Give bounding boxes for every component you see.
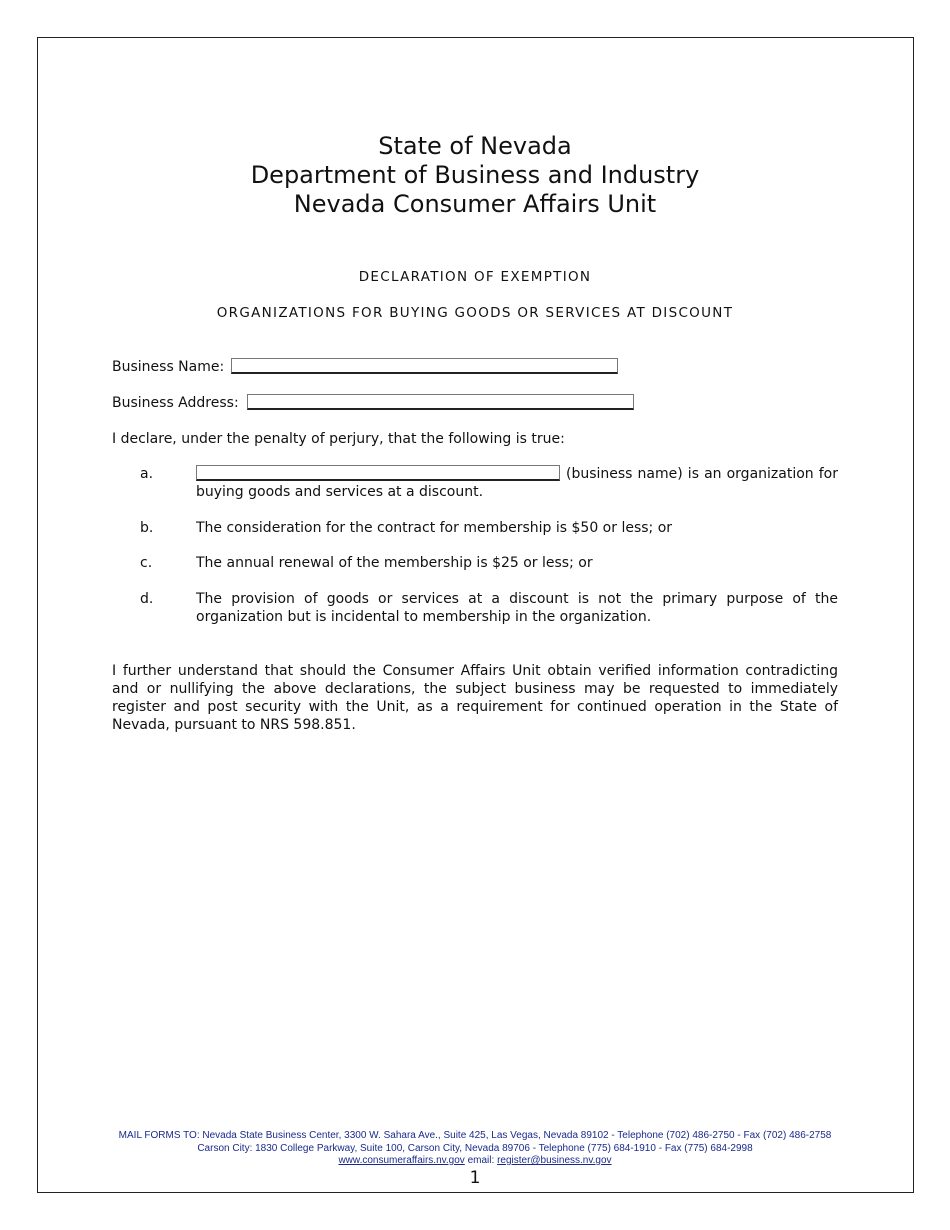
footer [0, 1130, 950, 1168]
item-a-business-name-field[interactable] [196, 465, 560, 481]
item-a-text: (business name) is an organization for [566, 466, 838, 482]
header-state: State of Nevada [378, 132, 572, 160]
footer-links [0, 1155, 950, 1168]
business-name-label: Business Name: [112, 359, 225, 375]
website-link[interactable]: www.consumeraffairs.nv.gov [338, 1155, 465, 1166]
form-title: DECLARATION OF EXEMPTION [358, 269, 592, 285]
footer-carson-line: Carson City: 1830 College Parkway, Suite 100, Carson City, Nevada 89706 - Telephone (775) 684-1910 - Fax (775) 684-2998 [197, 1142, 753, 1154]
header-department: Department of Business and Industry [250, 161, 700, 189]
item-marker: a. [140, 466, 154, 482]
business-address-field[interactable] [247, 394, 634, 410]
declaration-intro: I declare, under the penalty of perjury, that the following is true: [112, 431, 565, 447]
item-c-text: The annual renewal of the membership is $25 or less; or [196, 555, 593, 571]
item-marker: d. [140, 591, 154, 607]
header [0, 132, 950, 219]
item-marker: c. [140, 555, 153, 571]
item-b-text: The consideration for the contract for membership is $50 or less; or [196, 520, 673, 536]
item-d-text: The provision of goods or services at a discount is not the primary purpose of the organization but is incidental to membership in the organization. [196, 591, 838, 625]
business-name-field[interactable] [231, 358, 618, 374]
header-unit: Nevada Consumer Affairs Unit [293, 190, 657, 218]
further-understanding-paragraph: I further understand that should the Consumer Affairs Unit obtain verified information contradicting and or nullifying the above declarations, the subject business may be requested to immediately register and post security with the Unit, as a requirement for continued operation in the State of Nevada, pursuant to NRS 598.851. [112, 663, 838, 733]
email-label: email: [467, 1155, 495, 1166]
email-link[interactable]: register@business.nv.gov [497, 1155, 612, 1166]
page-number: 1 [469, 1168, 481, 1188]
business-address-label: Business Address: [112, 395, 239, 411]
footer-mail-line: MAIL FORMS TO: Nevada State Business Center, 3300 W. Sahara Ave., Suite 425, Las Vegas, Nevada 89102 - Telephone (702) 486-2750 - Fax (702) 486-2758 [118, 1130, 832, 1141]
item-marker: b. [140, 520, 154, 536]
form-subtitle: ORGANIZATIONS FOR BUYING GOODS OR SERVICES AT DISCOUNT [216, 305, 734, 321]
item-a-text-cont: buying goods and services at a discount. [196, 484, 484, 500]
